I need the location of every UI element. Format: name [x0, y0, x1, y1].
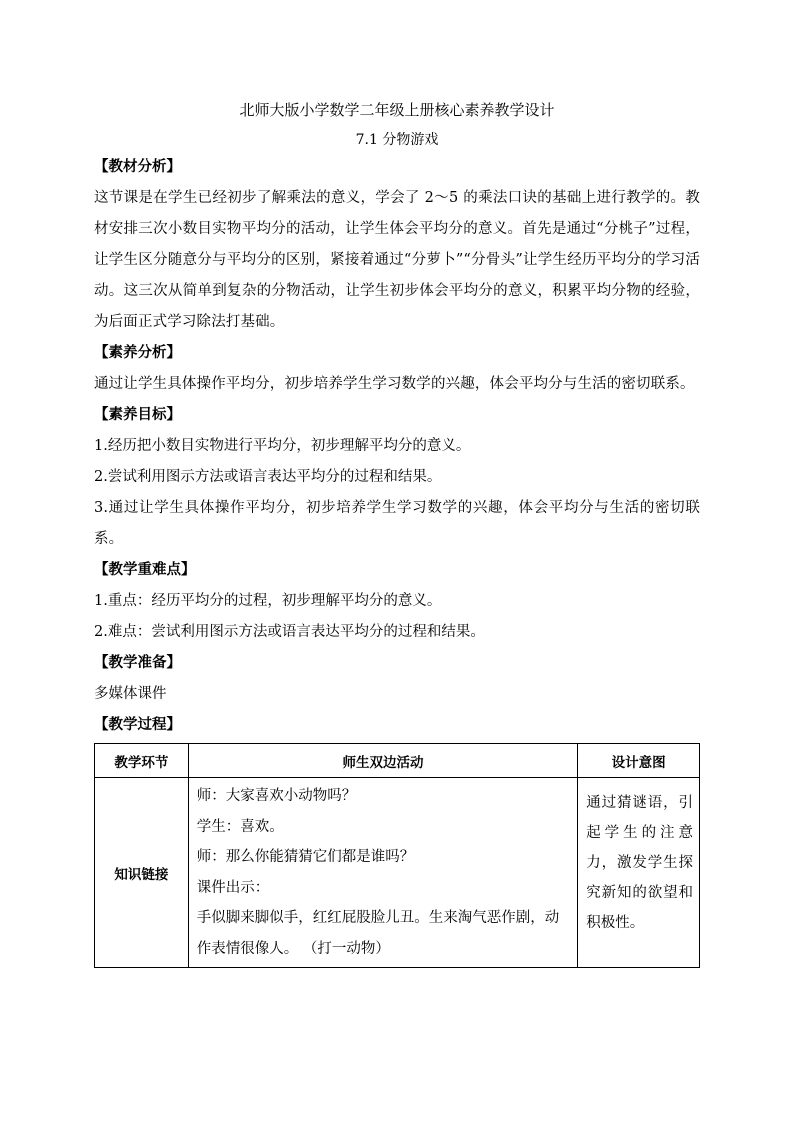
header-activity: 师生双边活动 — [188, 744, 577, 778]
heading-process: 【教学过程】 — [94, 717, 181, 733]
process-table — [94, 743, 700, 968]
goal-item: 1.经历把小数目实物进行平均分，初步理解平均分的意义。 — [94, 438, 471, 454]
heading-key-points: 【教学重难点】 — [94, 562, 196, 578]
lesson-subtitle: 7.1 分物游戏 — [355, 132, 439, 148]
activity-line: 手似脚来脚似手，红红屁股脸儿丑。生来淘气恶作剧，动作表情很像人。 （打一动物） — [196, 910, 560, 957]
literacy-analysis-text: 通过让学生具体操作平均分，初步培养学生学习数学的兴趣，体会平均分与生活的密切联系。 — [94, 376, 695, 392]
heading-material-analysis: 【教材分析】 — [94, 159, 181, 175]
intent-cell: 通过猜谜语，引起学生的注意力，激发学生探究新知的欲望和积极性。 — [578, 778, 700, 968]
header-intent: 设计意图 — [578, 744, 700, 778]
preparation-text: 多媒体课件 — [94, 686, 167, 702]
heading-literacy-analysis: 【素养分析】 — [94, 345, 181, 361]
heading-literacy-goals: 【素养目标】 — [94, 407, 181, 423]
activity-line: 师：那么你能猜猜它们都是谁吗？ — [196, 849, 415, 865]
table-header-row — [95, 744, 700, 778]
key-point-item: 2.难点：尝试利用图示方法或语言表达平均分的过程和结果。 — [94, 624, 485, 640]
header-stage: 教学环节 — [95, 744, 189, 778]
activity-line: 课件出示： — [196, 879, 270, 896]
activity-cell — [188, 778, 577, 968]
key-point-item: 1.重点：经历平均分的过程，初步理解平均分的意义。 — [94, 593, 442, 609]
goal-item: 2.尝试利用图示方法或语言表达平均分的过程和结果。 — [94, 469, 442, 485]
goal-item: 3.通过让学生具体操作平均分，初步培养学生学习数学的兴趣，体会平均分与生活的密切联系。 — [94, 500, 700, 547]
document-title: 北师大版小学数学二年级上册核心素养教学设计 — [239, 101, 555, 119]
activity-line: 师：大家喜欢小动物吗？ — [196, 788, 357, 804]
activity-line: 学生：喜欢。 — [196, 818, 284, 835]
table-row — [95, 778, 700, 968]
material-analysis-text: 这节课是在学生已经初步了解乘法的意义，学会了 2～5 的乘法口诀的基础上进行教学的。教材安排三次小数目实物平均分的活动，让学生体会平均分的意义。首先是通过“分桃子”过程，让学生区分随意分与平均分的区别，紧接着通过“分萝卜”“分骨头”让学生经历平均分的学习活动。这三次从简单到复杂的分物活动，让学生初步体会平均分的意义，积累平均分物的经验，为后面正式学习除法打基础。 — [94, 190, 700, 330]
document-page — [94, 98, 700, 968]
stage-cell: 知识链接 — [95, 778, 189, 968]
heading-preparation: 【教学准备】 — [94, 655, 181, 671]
